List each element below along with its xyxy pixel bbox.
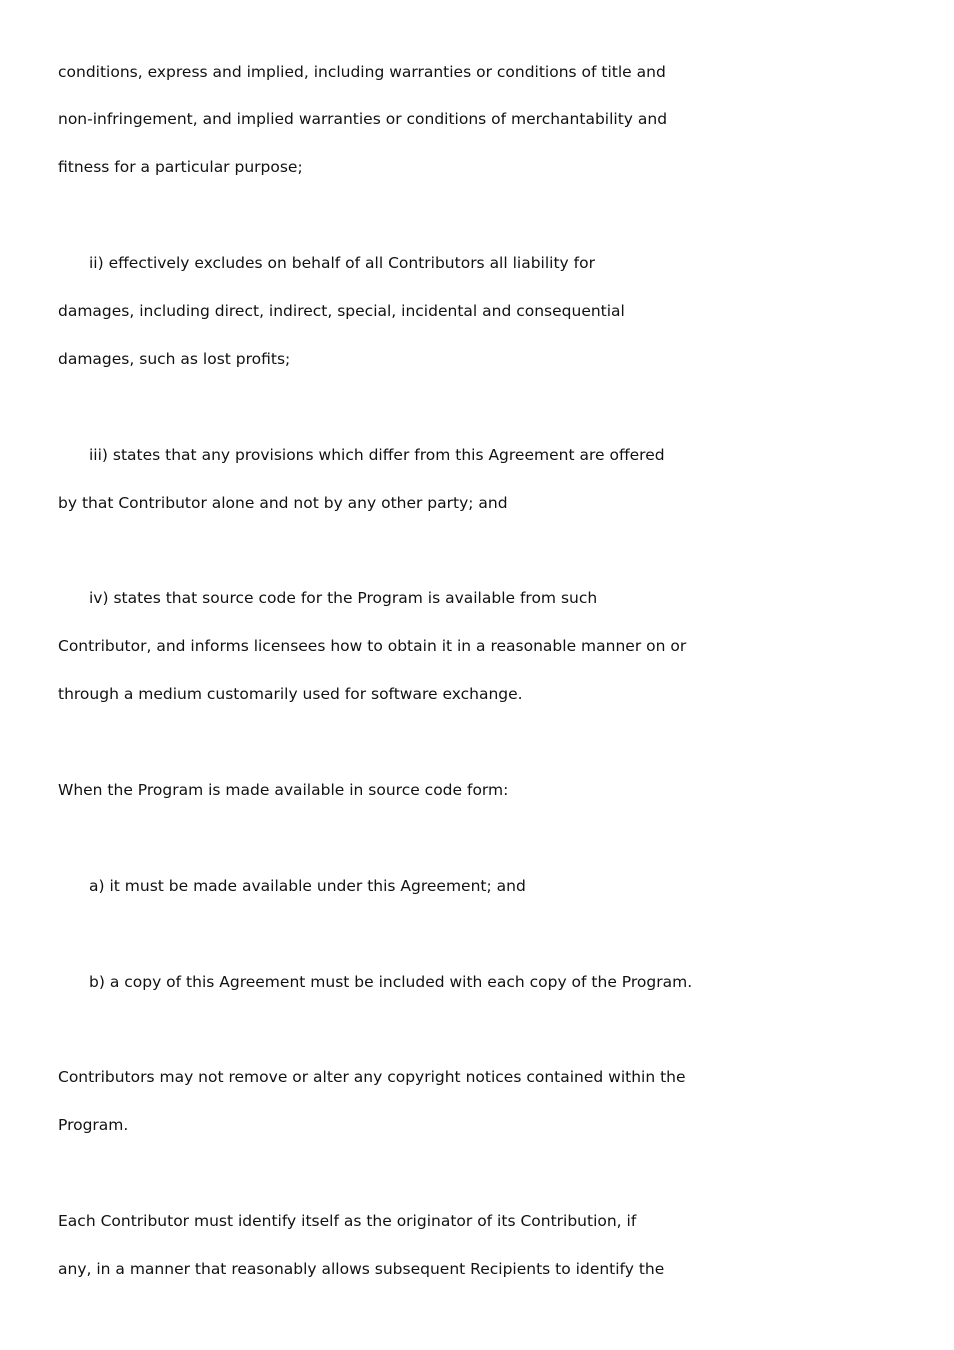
text-line: Contributor, and informs licensees how to obtain it in a reasonable manner on or (58, 637, 687, 655)
text-line: Program. (58, 1116, 129, 1134)
text-line: conditions, express and implied, including warranties or conditions of title and (58, 63, 666, 81)
text-line: a) it must be made available under this Agreement; and (89, 877, 526, 895)
text-line: Contributors may not remove or alter any copyright notices contained within the (58, 1068, 686, 1086)
text-line: ii) effectively excludes on behalf of all Contributors all liability for (89, 254, 595, 272)
text-line: When the Program is made available in source code form: (58, 781, 509, 799)
text-line: iv) states that source code for the Program is available from such (89, 589, 598, 607)
text-line: Each Contributor must identify itself as the originator of its Contribution, if (58, 1212, 637, 1230)
text-line: iii) states that any provisions which differ from this Agreement are offered (89, 446, 665, 464)
text-line: by that Contributor alone and not by any other party; and (58, 494, 508, 512)
text-line: damages, including direct, indirect, special, incidental and consequential (58, 302, 625, 320)
text-line: fitness for a particular purpose; (58, 158, 303, 176)
text-line: non-infringement, and implied warranties or conditions of merchantability and (58, 110, 668, 128)
text-line: through a medium customarily used for software exchange. (58, 685, 523, 703)
text-line: any, in a manner that reasonably allows subsequent Recipients to identify the (58, 1260, 665, 1278)
text-line: b) a copy of this Agreement must be included with each copy of the Program. (89, 973, 693, 991)
text-line: damages, such as lost profits; (58, 350, 291, 368)
